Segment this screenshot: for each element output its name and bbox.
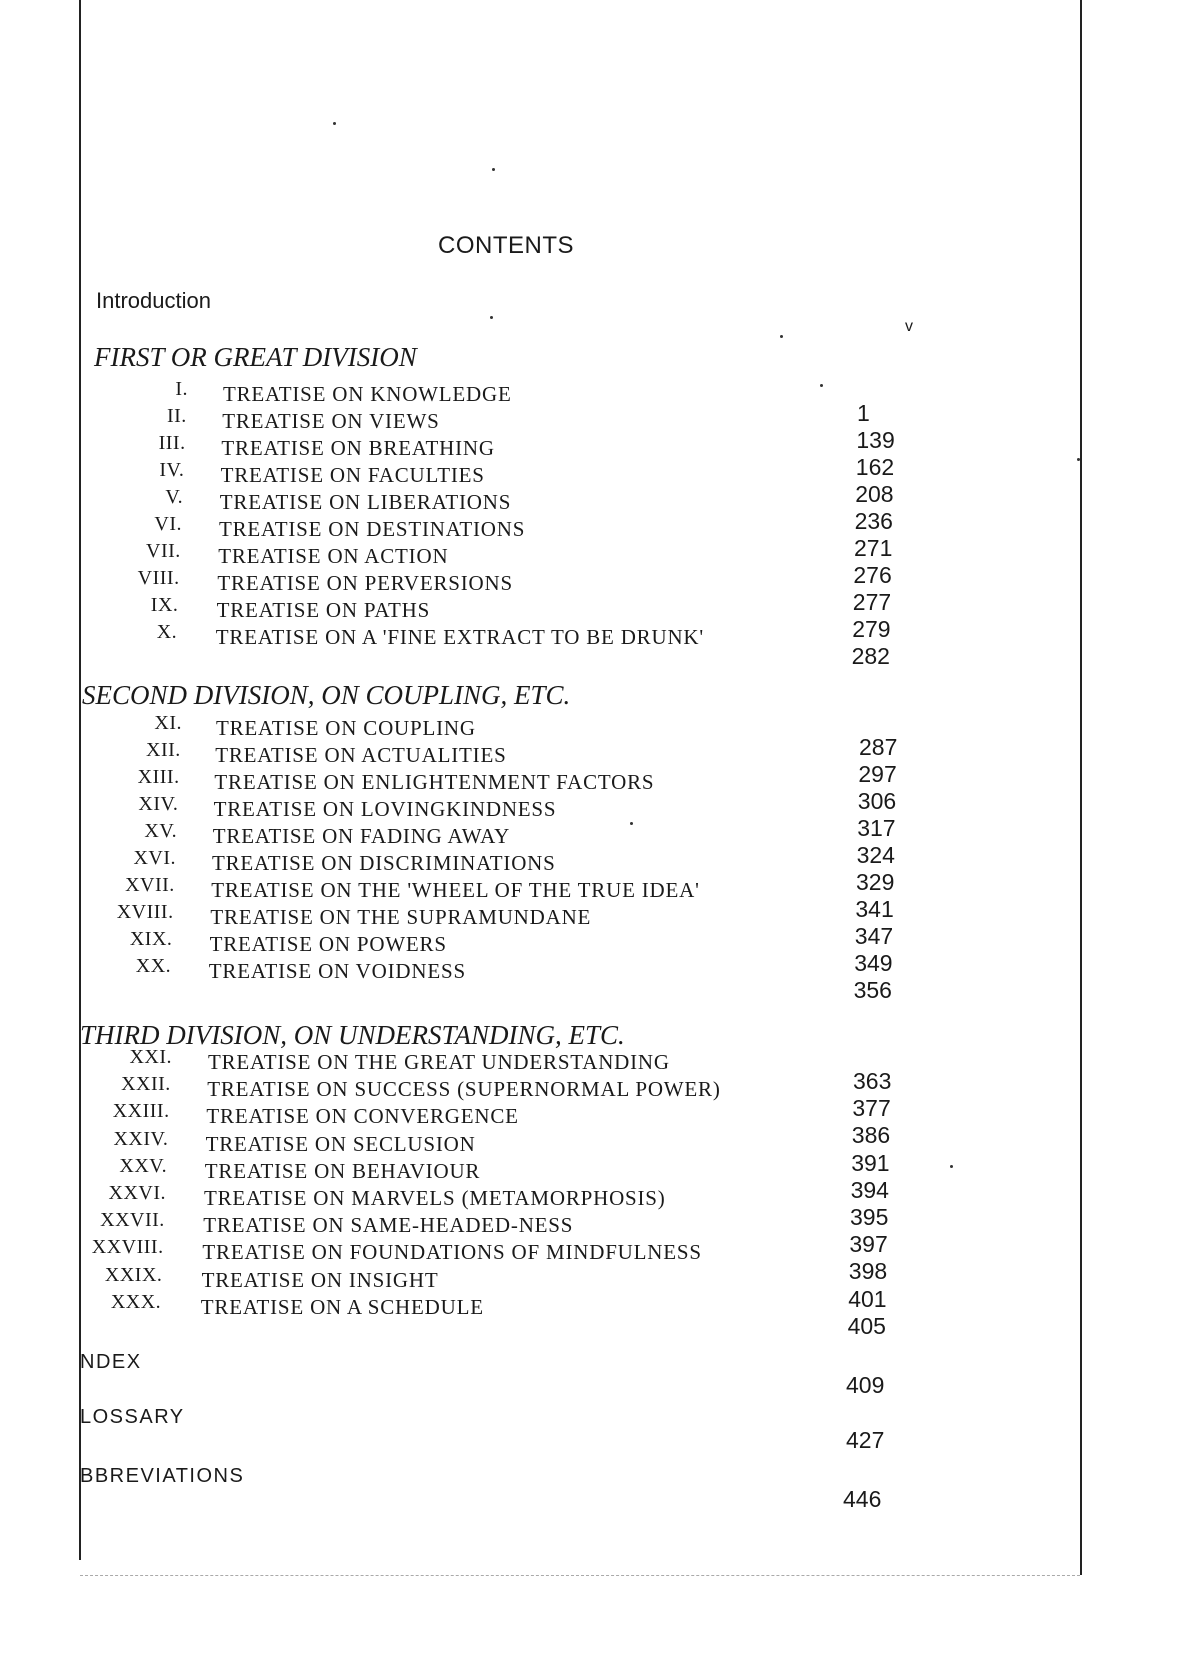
entry-number: XX. xyxy=(135,955,172,977)
entry-number: XXVIII. xyxy=(91,1236,164,1259)
introduction-label: Introduction xyxy=(96,288,211,313)
entry-title: TREATISE ON FOUNDATIONS OF MINDFULNESS xyxy=(202,1240,702,1265)
page-title: CONTENTS xyxy=(438,232,574,259)
entry-number: XVII. xyxy=(125,874,175,896)
entry-number: III. xyxy=(158,432,186,454)
entry-number: XI. xyxy=(154,712,182,734)
entry-page: 395 xyxy=(850,1204,889,1230)
entry-page: 363 xyxy=(853,1068,892,1094)
entry-title: TREATISE ON CONVERGENCE xyxy=(206,1104,519,1129)
entry-page: 271 xyxy=(854,535,893,561)
entry-number: X. xyxy=(156,621,178,643)
scan-speck xyxy=(820,384,823,387)
entry-title: TREATISE ON THE SUPRAMUNDANE xyxy=(210,905,592,929)
entry-number: XXI. xyxy=(129,1046,172,1068)
entry-title: TREATISE ON SECLUSION xyxy=(205,1131,476,1156)
entry-number: XXIII. xyxy=(112,1100,170,1123)
scan-speck xyxy=(630,822,633,825)
entry-title: TREATISE ON PATHS xyxy=(216,598,431,622)
entry-title: TREATISE ON INSIGHT xyxy=(201,1267,439,1292)
entry-number: XXIV. xyxy=(113,1127,169,1150)
entry-page: 162 xyxy=(855,454,895,480)
entry-title: TREATISE ON ACTUALITIES xyxy=(215,743,507,767)
left-margin-line xyxy=(79,0,81,1560)
entry-title: TREATISE ON FADING AWAY xyxy=(212,824,511,848)
scan-speck xyxy=(333,122,336,125)
entry-number: XVIII. xyxy=(116,901,174,923)
entry-title: TREATISE ON KNOWLEDGE xyxy=(223,382,512,406)
scan-speck xyxy=(950,1165,953,1168)
back-matter-page: 427 xyxy=(846,1427,885,1453)
entry-number: VI. xyxy=(154,513,182,535)
back-matter-label: NDEX xyxy=(80,1351,142,1373)
entry-number: XXVII. xyxy=(100,1209,165,1232)
entry-page: 282 xyxy=(851,643,890,669)
entry-title: TREATISE ON DISCRIMINATIONS xyxy=(212,851,556,875)
entry-title: TREATISE ON PERVERSIONS xyxy=(217,571,513,595)
entry-title: TREATISE ON LIBERATIONS xyxy=(219,490,512,514)
back-matter-page: 409 xyxy=(846,1372,885,1398)
entry-title: TREATISE ON A 'FINE EXTRACT TO BE DRUNK' xyxy=(215,625,704,649)
entry-page: 391 xyxy=(851,1149,890,1176)
entry-number: I. xyxy=(175,378,188,400)
entry-number: XXX. xyxy=(110,1290,162,1313)
scan-speck xyxy=(780,335,783,338)
scan-speck xyxy=(490,316,493,319)
entry-page: 386 xyxy=(851,1122,891,1149)
bottom-scan-edge xyxy=(80,1575,1080,1576)
entry-title: TREATISE ON POWERS xyxy=(209,932,447,956)
entry-title: TREATISE ON ACTION xyxy=(218,544,449,568)
entry-title: TREATISE ON SAME-HEADED-NESS xyxy=(203,1213,574,1238)
entry-title: TREATISE ON ENLIGHTENMENT FACTORS xyxy=(214,770,655,794)
division-heading: FIRST OR GREAT DIVISION xyxy=(94,342,417,372)
entry-page: 139 xyxy=(856,427,895,453)
entry-number: XIII. xyxy=(137,766,180,788)
scan-speck xyxy=(1077,458,1080,461)
entry-page: 287 xyxy=(859,734,898,760)
entry-number: XXV. xyxy=(119,1154,168,1177)
entry-title: TREATISE ON A SCHEDULE xyxy=(200,1294,484,1319)
entry-title: TREATISE ON COUPLING xyxy=(216,716,476,740)
entry-number: XIX. xyxy=(129,928,173,950)
entry-page: 306 xyxy=(857,788,897,814)
entry-number: XVI. xyxy=(133,847,176,869)
entry-page: 347 xyxy=(854,923,894,949)
entry-number: VIII. xyxy=(137,567,180,589)
entry-title: TREATISE ON DESTINATIONS xyxy=(219,517,526,541)
division-heading: SECOND DIVISION, ON COUPLING, ETC. xyxy=(82,680,571,710)
entry-title: TREATISE ON MARVELS (METAMORPHOSIS) xyxy=(204,1186,666,1210)
entry-number: IX. xyxy=(150,594,179,616)
entry-number: II. xyxy=(166,405,187,427)
entry-page: 329 xyxy=(856,869,895,895)
entry-title: TREATISE ON LOVINGKINDNESS xyxy=(213,797,557,821)
division-heading: THIRD DIVISION, ON UNDERSTANDING, ETC. xyxy=(80,1020,625,1050)
entry-page: 317 xyxy=(857,815,896,841)
entry-page: 1 xyxy=(857,400,870,426)
entry-number: XII. xyxy=(146,739,181,761)
introduction-page: v xyxy=(905,318,913,335)
entry-page: 349 xyxy=(854,950,893,976)
entry-page: 398 xyxy=(848,1258,888,1285)
entry-number: VII. xyxy=(146,540,181,562)
entry-page: 277 xyxy=(852,589,892,615)
back-matter-page: 446 xyxy=(843,1486,882,1512)
entry-page: 279 xyxy=(852,616,891,642)
entry-title: TREATISE ON VIEWS xyxy=(222,409,440,433)
entry-title: TREATISE ON BREATHING xyxy=(221,436,495,460)
entry-page: 356 xyxy=(853,977,892,1003)
entry-page: 405 xyxy=(847,1312,886,1339)
entry-page: 236 xyxy=(854,508,893,534)
entry-page: 377 xyxy=(852,1095,891,1122)
right-margin-line xyxy=(1080,0,1082,1575)
entry-title: TREATISE ON BEHAVIOUR xyxy=(204,1158,481,1183)
entry-page: 208 xyxy=(855,481,894,507)
entry-page: 341 xyxy=(855,896,894,922)
back-matter-label: LOSSARY xyxy=(80,1406,185,1428)
entry-title: TREATISE ON FACULTIES xyxy=(220,463,485,487)
entry-number: XV. xyxy=(144,820,178,842)
entry-number: XIV. xyxy=(138,793,179,815)
entry-title: TREATISE ON THE GREAT UNDERSTANDING xyxy=(208,1050,670,1074)
back-matter-label: BBREVIATIONS xyxy=(80,1465,245,1487)
entry-number: V. xyxy=(165,486,184,508)
entry-title: TREATISE ON VOIDNESS xyxy=(208,959,466,983)
entry-number: XXII. xyxy=(121,1073,171,1096)
entry-page: 276 xyxy=(853,562,892,588)
entry-page: 397 xyxy=(849,1231,888,1258)
entry-title: TREATISE ON THE 'WHEEL OF THE TRUE IDEA' xyxy=(211,878,700,902)
entry-page: 297 xyxy=(858,761,897,787)
scan-speck xyxy=(492,168,495,171)
entry-number: IV. xyxy=(159,459,185,481)
entry-title: TREATISE ON SUCCESS (SUPERNORMAL POWER) xyxy=(207,1077,721,1102)
entry-page: 324 xyxy=(856,842,895,868)
entry-page: 401 xyxy=(848,1285,887,1312)
entry-page: 394 xyxy=(850,1176,889,1203)
entry-number: XXIX. xyxy=(104,1263,163,1286)
entry-number: XXVI. xyxy=(108,1182,166,1204)
